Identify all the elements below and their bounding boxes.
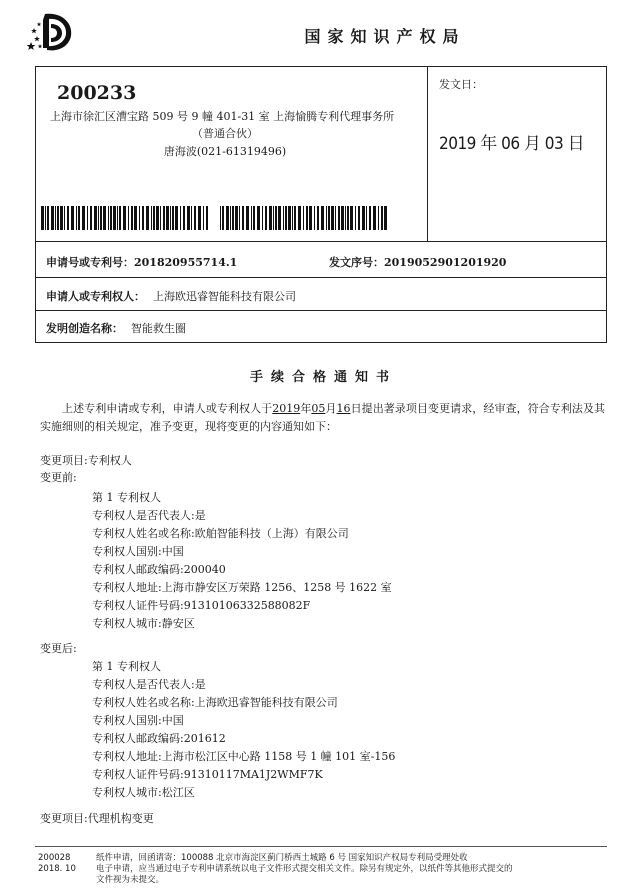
dispatch-date: 2019 年 06 月 03 日: [439, 134, 585, 154]
barcode-bar: [285, 206, 287, 230]
barcode: [41, 206, 214, 230]
barcode-bar: [170, 206, 171, 230]
barcode-bar: [257, 206, 260, 230]
barcode-bar: [309, 206, 312, 230]
barcode-bar: [355, 206, 356, 230]
before-line: 专利权人证件号码:91310106332588082F: [92, 599, 311, 612]
barcode-bar: [384, 206, 387, 230]
barcode-bar: [226, 206, 229, 230]
barcode-bar: [366, 206, 367, 230]
barcode-bar: [239, 206, 240, 230]
barcode-bar: [82, 206, 85, 230]
barcode-bar: [76, 206, 77, 230]
barcode-bar: [275, 206, 277, 230]
application-number: 201820955714.1: [134, 256, 238, 269]
barcode-bar: [369, 206, 371, 230]
barcode-bar: [110, 206, 112, 230]
after-label: 变更后:: [40, 642, 77, 655]
barcode-bar: [198, 206, 201, 230]
barcode-bar: [265, 206, 267, 230]
invention-field: [46, 320, 186, 336]
footer-rule: [35, 846, 607, 847]
barcode-bar: [203, 206, 204, 230]
before-line: 专利权人姓名或名称:欧舶智能科技（上海）有限公司: [92, 527, 349, 540]
barcode-bar: [269, 206, 272, 230]
barcode-bar: [156, 206, 159, 230]
invention-label: 发明创造名称：: [46, 322, 123, 335]
barcode-bar: [220, 206, 221, 230]
serial-number-label: 发文序号：: [329, 256, 384, 269]
footer-line: 电子申请，应当通过电子专利申请系统以电子文件形式提交相关文件。除另有规定外，以纸件等其他形式提交的: [96, 864, 513, 874]
barcode-bar: [242, 206, 244, 230]
barcode-bar: [362, 206, 365, 230]
barcode-bar: [246, 206, 249, 230]
barcode-bar: [298, 206, 301, 230]
before-line: 专利权人地址:上海市静安区万荣路 1256、1258 号 1622 室: [92, 581, 392, 594]
paragraph-text: 年: [300, 402, 312, 415]
barcode-bar: [51, 206, 54, 230]
frame-rule: [35, 277, 607, 278]
barcode-bar: [222, 206, 224, 230]
address-line: （普通合伙）: [192, 127, 258, 140]
barcode-bar: [163, 206, 165, 230]
barcode-bar: [131, 206, 133, 230]
barcode-bar: [160, 206, 161, 230]
office-name: 国家知识产权局: [304, 27, 466, 46]
barcode-bar: [350, 206, 353, 230]
barcode-bar: [328, 206, 330, 230]
request-day: 16: [336, 402, 351, 415]
barcode-bar: [119, 206, 121, 230]
barcode-bar: [128, 206, 129, 230]
barcode-bar: [251, 206, 252, 230]
barcode-bar: [283, 206, 284, 230]
barcode-bar: [142, 206, 144, 230]
before-line: 第 1 专利权人: [92, 491, 161, 504]
barcode-bar: [41, 206, 44, 230]
barcode-bar: [321, 206, 324, 230]
before-label: 变更前:: [40, 471, 77, 484]
barcode-bar: [294, 206, 296, 230]
barcode-bar: [108, 206, 109, 230]
address-line: 上海市徐汇区漕宝路 509 号 9 幢 401-31 室 上海愉腾专利代理事务所: [50, 110, 395, 123]
barcode-bar: [117, 206, 118, 230]
form-code: 200028: [38, 853, 71, 863]
paragraph-text: 日提出著录项目变更请求，经审查，符合专利法及其实施细则的相关规定，准予变更，现将变更的内容通知如下：: [40, 402, 606, 433]
barcode-bar: [338, 206, 340, 230]
barcode-bar: [98, 206, 99, 230]
barcode-bar: [381, 206, 383, 230]
after-line: 专利权人证件号码:91310117MA1J2WMF7K: [92, 768, 323, 781]
dispatch-date-label: 发文日：: [439, 78, 483, 91]
barcode-bar: [134, 206, 137, 230]
barcode-bar: [191, 206, 192, 230]
barcode-bar: [100, 206, 102, 230]
request-month: 05: [311, 402, 326, 415]
barcode-bar: [358, 206, 360, 230]
serial-number-field: [329, 254, 506, 270]
barcode-bar: [172, 206, 174, 230]
frame-rule: [35, 241, 607, 242]
barcode-bar: [45, 206, 46, 230]
barcode-bar: [292, 206, 293, 230]
barcode-bar: [146, 206, 149, 230]
barcode-bar: [331, 206, 334, 230]
barcode-bar: [187, 206, 190, 230]
after-line: 专利权人地址:上海市松江区中心路 1158 号 1 幢 101 室-156: [92, 750, 396, 763]
paragraph-text: 上述专利申请或专利，申请人或专利权人于: [62, 402, 273, 415]
barcode-bar: [326, 206, 327, 230]
application-number-field: [46, 254, 237, 270]
barcode-bar: [71, 206, 74, 230]
before-line: 专利权人是否代表人:是: [92, 509, 206, 522]
change-item: 变更项目:代理机构变更: [40, 812, 154, 825]
barcode-bar: [194, 206, 196, 230]
barcode-bar: [378, 206, 379, 230]
postcode: 200233: [57, 82, 137, 104]
after-line: 专利权人国别:中国: [92, 714, 184, 727]
before-line: 专利权人城市:静安区: [92, 617, 195, 630]
request-year: 2019: [272, 402, 301, 415]
barcode-bar: [175, 206, 178, 230]
barcode-bar: [303, 206, 304, 230]
frame-divider: [427, 66, 428, 241]
frame-rule: [35, 310, 607, 311]
barcode-bar: [345, 206, 346, 230]
barcode-bar: [78, 206, 80, 230]
barcode-bar: [180, 206, 181, 230]
barcode-bar: [306, 206, 308, 230]
barcode-bar: [206, 206, 208, 230]
barcode-bar: [230, 206, 231, 230]
barcode-bar: [341, 206, 344, 230]
barcode-bar: [153, 206, 155, 230]
form-date: 2018. 10: [38, 864, 76, 874]
barcode-bar: [314, 206, 315, 230]
barcode-bar: [103, 206, 106, 230]
barcode-bar: [347, 206, 349, 230]
recipient: 唐海波(021-61319496): [163, 145, 287, 158]
barcode-bar: [57, 206, 59, 230]
footer-line: 纸件申请，回函请寄：100088 北京市海淀区蓟门桥西土城路 6 号 国家知识产权局专利局受理处收: [96, 853, 468, 863]
barcode-bar: [113, 206, 116, 230]
barcode-bar: [55, 206, 56, 230]
barcode: [220, 206, 393, 230]
notice-paragraph: [40, 400, 605, 436]
barcode-bar: [123, 206, 126, 230]
barcode-bar: [262, 206, 263, 230]
barcode-bar: [60, 206, 63, 230]
document-title: 手续合格通知书: [249, 370, 397, 385]
change-item: 变更项目:专利权人: [40, 454, 132, 467]
barcode-bar: [278, 206, 281, 230]
barcode-bar: [64, 206, 65, 230]
after-line: 专利权人邮政编码:201612: [92, 732, 226, 745]
after-line: 第 1 专利权人: [92, 660, 161, 673]
after-line: 专利权人是否代表人:是: [92, 678, 206, 691]
barcode-bar: [273, 206, 274, 230]
barcode-bar: [253, 206, 255, 230]
barcode-bar: [317, 206, 319, 230]
barcode-bar: [90, 206, 92, 230]
barcode-bar: [335, 206, 336, 230]
barcode-bar: [183, 206, 185, 230]
barcode-bar: [235, 206, 238, 230]
barcode-bar: [288, 206, 291, 230]
barcode-bar: [47, 206, 49, 230]
barcode-bar: [166, 206, 169, 230]
barcode-bar: [151, 206, 152, 230]
serial-number: 2019052901201920: [384, 256, 507, 269]
after-line: 专利权人城市:松江区: [92, 786, 195, 799]
barcode-bar: [67, 206, 69, 230]
barcode-bar: [94, 206, 97, 230]
applicant-name: 上海欧迅睿智能科技有限公司: [153, 290, 296, 303]
paragraph-text: 月: [325, 402, 337, 415]
before-line: 专利权人国别:中国: [92, 545, 184, 558]
barcode-bar: [139, 206, 140, 230]
footer-line: 文件视为未提交。: [96, 875, 165, 885]
barcode-bar: [87, 206, 88, 230]
invention-name: 智能救生圈: [131, 322, 186, 335]
applicant-label: 申请人或专利权人：: [46, 290, 145, 303]
after-line: 专利权人姓名或名称:上海欧迅睿智能科技有限公司: [92, 696, 338, 709]
application-number-label: 申请号或专利号：: [46, 256, 134, 269]
applicant-field: [46, 288, 296, 304]
barcode-bar: [232, 206, 234, 230]
before-line: 专利权人邮政编码:200040: [92, 563, 226, 576]
barcode-bar: [373, 206, 376, 230]
